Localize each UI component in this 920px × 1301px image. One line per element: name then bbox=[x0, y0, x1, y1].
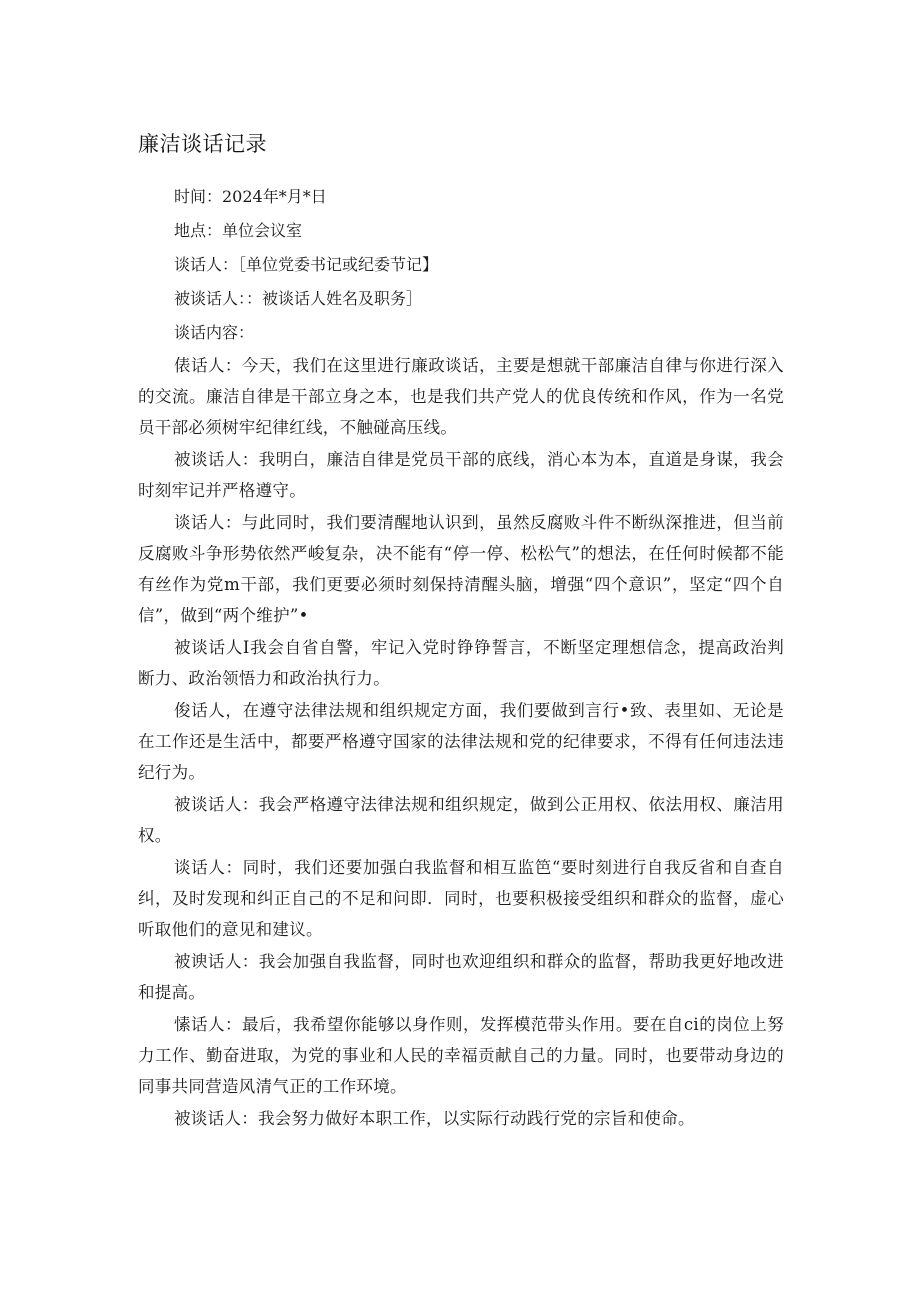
meta-location: 地点：单位会议室 bbox=[174, 221, 303, 240]
document-title: 廉洁谈话记录 bbox=[138, 132, 267, 156]
paragraph: 被谀话人：我会加强自我监督，同时也欢迎组织和群众的监督，帮助我更好地改进和提高。 bbox=[138, 952, 784, 1002]
conversation-body bbox=[138, 350, 784, 1135]
meta-interviewer: 谈话人：［单位党委书记或纪委节记】 bbox=[174, 255, 439, 274]
meta-interviewee: 被谈话人：：被谈话人姓名及职务］ bbox=[174, 289, 423, 308]
meta-info-list bbox=[174, 183, 438, 353]
meta-content-label: 谈话内容： bbox=[174, 323, 255, 342]
paragraph: 俊话人，在遵守法律法规和组织规定方面，我们要做到言行•致、表里如、无论是在工作还是生活中，都要严格遵守国家的法律法规和党的纪律要求，不得有任何违法违纪行为。 bbox=[138, 701, 784, 782]
paragraph: 被谈话人：我明白，廉洁自律是党员干部的底线，消心本为本，直道是身谋，我会时刻牢记并严格遵守。 bbox=[138, 450, 784, 500]
paragraph: 谈话人：同时，我们还要加强白我监督和相互监笆“要时刻进行自我反省和自查自纠，及时发现和纠正自己的不足和问即．同时，也要积极接受组织和群众的监督，虚心听取他们的意见和建议。 bbox=[138, 858, 784, 939]
paragraph: 愫话人：最后，我希望你能够以身作则，发挥模范带头作用。要在自ci的岗位上努力工作、勤奋进取，为党的事业和人民的幸福贡献自己的力量。同时，也要带动身边的同事共同营造风清气正的工作环境。 bbox=[138, 1015, 784, 1096]
paragraph: 谈话人：与此同时，我们要清醒地认识到，虽然反腐败斗件不断纵深推进，但当前反腐败斗争形势依然严峻复杂，决不能有“停一停、松松气”的想法，在任何时候都不能有丝作为党m干部，我们更要必须时刻保持清醒头脑，增强“四个意识”，坚定“四个自信”，做到“两个维护”• bbox=[138, 513, 784, 625]
paragraph: 被谈话人：我会严格遵守法律法规和组织规定，做到公正用权、依法用权、廉洁用权。 bbox=[138, 795, 784, 845]
paragraph: 被谈话人：我会努力做好本职工作，以实际行动践行党的宗旨和使命。 bbox=[174, 1109, 695, 1128]
paragraph: 被谈话人I我会自省自警，牢记入党时铮铮誓言，不断坚定理想信念，提高政治判断力、政治领悟力和政治执行力。 bbox=[138, 638, 784, 688]
paragraph: 俵话人：今天，我们在这里进行廉政谈话，主要是想就干部廉洁自律与你进行深入的交流。廉洁自律是干部立身之本，也是我们共产党人的优良传统和作风，作为一名党员干部必须树牢纪律红线，不触碰高压线。 bbox=[138, 356, 784, 437]
meta-time: 时间：2024年*月*日 bbox=[174, 187, 327, 206]
